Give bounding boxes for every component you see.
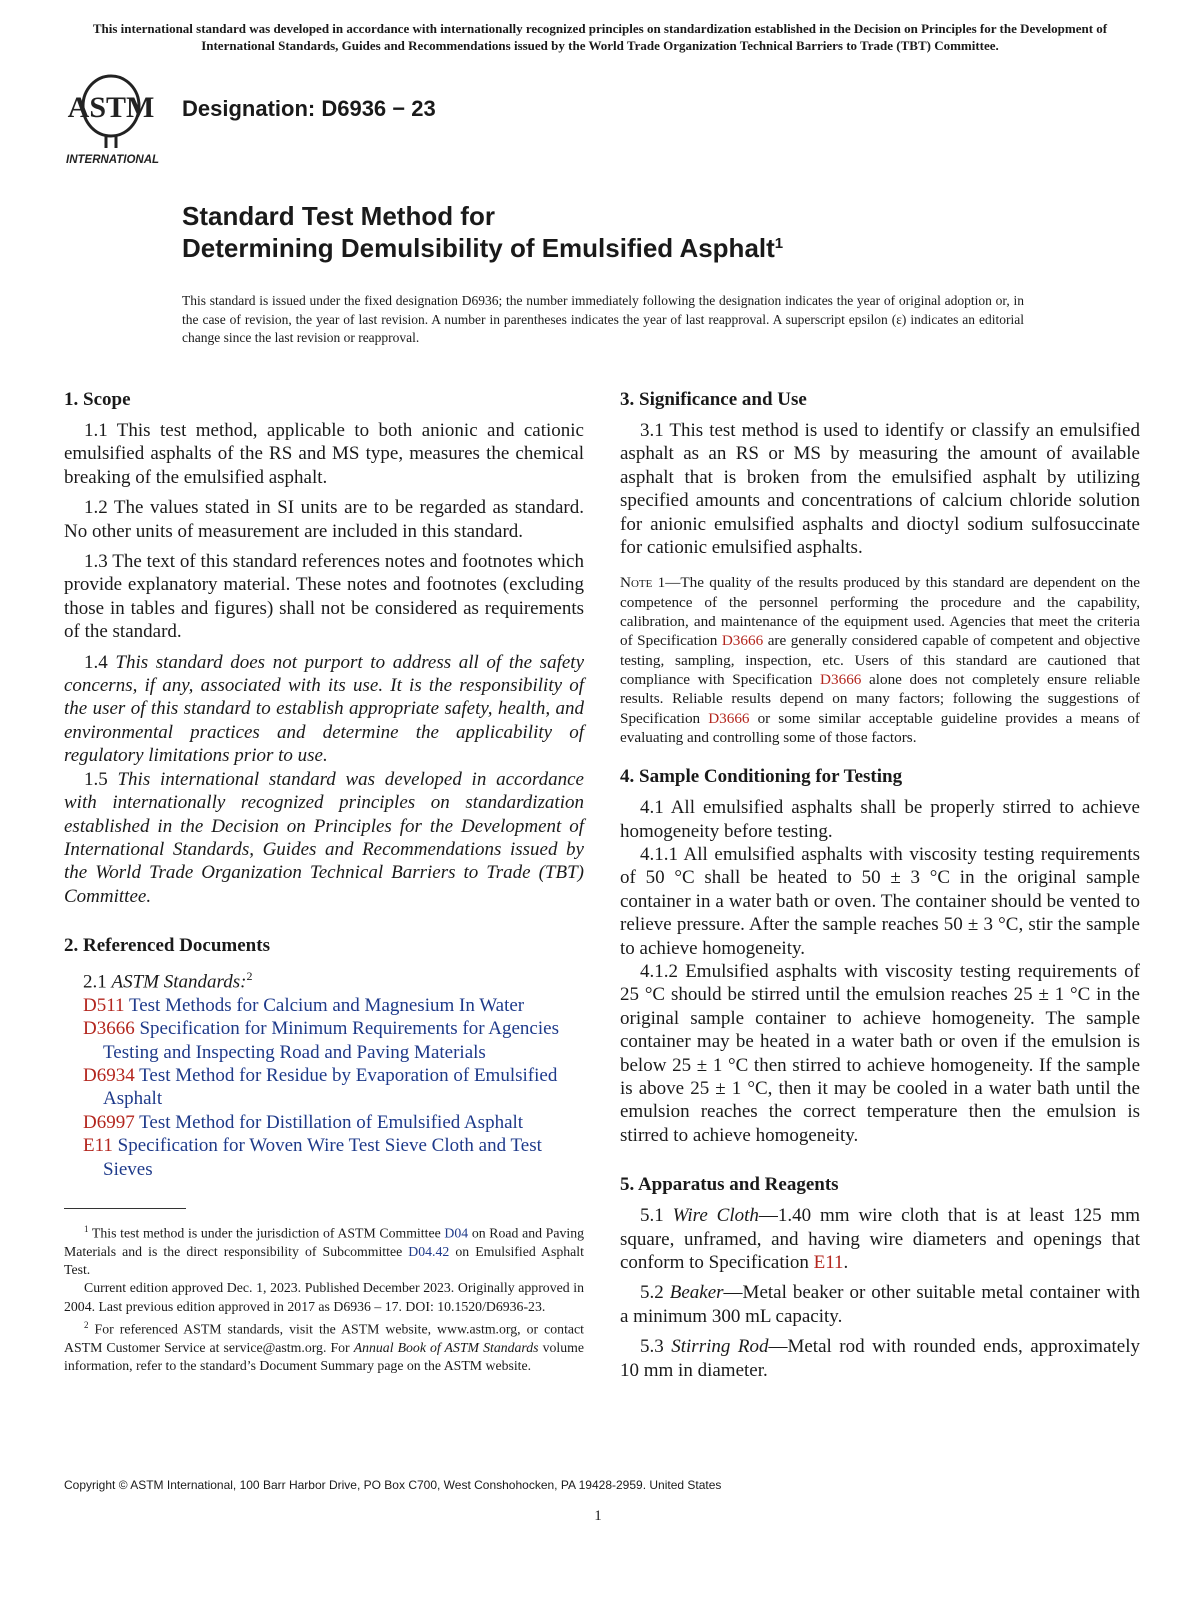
ref-title-link[interactable]: Test Methods for Calcium and Magnesium In Water: [128, 994, 525, 1016]
para-4-1: 4.1 All emulsified asphalts shall be properly stirred to achieve homogeneity before testing.: [620, 797, 1140, 842]
section-heading-conditioning: 4. Sample Conditioning for Testing: [620, 766, 903, 788]
wto-notice: This international standard was developed in accordance with internationally recognized principles on standardization established in the Decision on Principles for the Development of International Standards, Guides and Recommendations issued by the World Trade Organization Technical Barriers to Trade (TBT) Committee.: [92, 21, 1108, 53]
para-3-1: 3.1 This test method is used to identify or classify an emulsified asphalt as an RS or MS by measuring the amount of available asphalt that is broken from the emulsified asphalt by utilizing specified amounts and concentrations of calcium chloride solution for anionic emulsified asphalts and dioctyl sodium sulfosuccinate for cationic emulsified asphalts.: [620, 420, 1140, 559]
para-4-1-2: 4.1.2 Emulsified asphalts with viscosity testing requirements of 25 °C should be stirred until the emulsion reaches 25 ± 1 °C in the original sample container to achieve homogeneity. The sample container may be heated in a water bath or oven if the emulsion is below 25 ± 1 °C then stirred to achieve homogeneity. If the sample is above 25 ± 1 °C, then it may be cooled in a water bath until the emulsion reaches the correct temperature then the emulsion is stirred to achieve homogeneity.: [620, 960, 1140, 1146]
para-1-4: 1.4 This standard does not purport to address all of the safety concerns, if any, associated with its use. It is the responsibility of the user of this standard to establish appropriate safety, health, and environmental practices and determine the applicability of regulatory limitations prior to use.: [64, 651, 584, 767]
section-heading-apparatus: 5. Apparatus and Reagents: [620, 1174, 839, 1196]
para-4-1-1: 4.1.1 All emulsified asphalts with viscosity testing requirements of 50 °C shall be heated to 50 ± 3 °C in the original sample container in a water bath or oven. The container should be vented to relieve pressure. After the sample reaches 50 ± 3 °C, stir the sample to achieve homogeneity.: [620, 843, 1140, 959]
ref-title-link[interactable]: Test Method for Distillation of Emulsified Asphalt: [139, 1111, 524, 1133]
title-footnote-mark: 1: [774, 235, 784, 252]
designation: Designation: D6936 − 23: [182, 96, 436, 121]
ref-link-d3666[interactable]: D3666: [721, 632, 764, 650]
ref-title-link[interactable]: Test Method for Residue by Evaporation of Emulsified Asphalt: [103, 1065, 558, 1110]
subcommittee-link[interactable]: D04.42: [408, 1243, 450, 1259]
ref-code-link[interactable]: D3666: [83, 1018, 135, 1040]
footnote-1: $^1$ This test method is under the jurisdiction of ASTM Committee D04 on Road and Paving Materials and is the direct responsibility of Subcommittee D04.42 on Emulsified Asphalt Test.: [64, 1224, 584, 1278]
page-number: 1: [594, 1508, 602, 1524]
section-heading-scope: 1. Scope: [64, 389, 131, 410]
ref-item: [64, 1134, 584, 1181]
copyright-notice: Copyright © ASTM International, 100 Barr Harbor Drive, PO Box C700, West Conshohocken, PA 19428-2959. United States: [64, 1478, 722, 1492]
ref-title-link[interactable]: Specification for Woven Wire Test Sieve Cloth and Test Sieves: [103, 1135, 542, 1180]
issuance-statement: This standard is issued under the fixed designation D6936; the number immediately following the designation indicates the year of original adoption or, in the case of revision, the year of last revision. A number in parentheses indicates the year of last reapproval. A superscript epsilon (ε) indicates an editorial change since the last revision or reapproval.: [182, 293, 1024, 345]
ref-code-link[interactable]: D6934: [83, 1065, 135, 1087]
right-column: [620, 388, 1140, 1389]
footnotes: [64, 1220, 584, 1376]
para-5-2: 5.2 Beaker—Metal beaker or other suitable metal container with a minimum 300 mL capacity.: [620, 1282, 1140, 1327]
note-1: Note 1—The quality of the results produced by this standard are dependent on the competence of the personnel performing the procedure and the capability, calibration, and maintenance of the equipment used. Agencies that meet the criteria of Specification D3666 are generally considered capable of competent and objective testing, sampling, inspection, etc. Users of this standard are cautioned that compliance with Specification D3666 alone does not completely ensure reliable results. Reliable results depend on many factors; following the suggestions of Specification D3666 or some similar acceptable guideline provides a means of evaluating and controlling some of those factors.: [620, 574, 1141, 746]
footnote-1-edition: Current edition approved Dec. 1, 2023. Published December 2023. Originally approved in 2004. Last previous edition approved in 2017 as D6936 – 17. DOI: 10.1520/D6936-23.: [64, 1280, 584, 1314]
logo-text: ASTM: [67, 91, 155, 124]
ref-item: [64, 1111, 584, 1134]
ref-item: [64, 994, 584, 1017]
ref-code-link[interactable]: E11: [83, 1135, 113, 1157]
ref-code-link[interactable]: D6997: [83, 1111, 135, 1133]
ref-link-e11[interactable]: E11: [813, 1252, 844, 1274]
logo-subtext: INTERNATIONAL: [66, 154, 160, 166]
title-line-2: Determining Demulsibility of Emulsified Asphalt: [182, 233, 775, 263]
ref-item: [64, 1017, 584, 1064]
ref-title-link[interactable]: Specification for Minimum Requirements for Agencies Testing and Inspecting Road and Paving Materials: [103, 1018, 559, 1063]
ref-code-link[interactable]: D511: [83, 994, 125, 1016]
subsection-astm-standards: 2.1 ASTM Standards:$^2$: [83, 969, 253, 993]
section-heading-referenced: 2. Referenced Documents: [64, 935, 270, 957]
para-5-1: 5.1 Wire Cloth—1.40 mm wire cloth that is at least 125 mm square, unframed, and having wire diameters and openings that conform to Specification E11.: [620, 1205, 1141, 1274]
footnote-divider: [64, 1208, 186, 1209]
ref-link-d3666[interactable]: D3666: [820, 670, 862, 688]
committee-link[interactable]: D04: [444, 1225, 469, 1241]
astm-logo: [64, 72, 174, 167]
footnote-2: $^2$ For referenced ASTM standards, visit the ASTM website, www.astm.org, or contact ASTM Customer Service at service@astm.org. For Annual Book of ASTM Standards volume information, refer to the standard’s Document Summary page on the ASTM website.: [64, 1320, 584, 1374]
ref-item: [64, 1064, 584, 1111]
section-heading-significance: 3. Significance and Use: [620, 389, 807, 410]
ref-link-d3666[interactable]: D3666: [708, 709, 750, 727]
para-1-1: 1.1 This test method, applicable to both anionic and cationic emulsified asphalts of the RS and MS type, measures the chemical breaking of the emulsified asphalt.: [64, 420, 584, 488]
para-5-3: 5.3 Stirring Rod—Metal rod with rounded ends, approximately 10 mm in diameter.: [620, 1336, 1140, 1381]
para-1-2: 1.2 The values stated in SI units are to be regarded as standard. No other units of measurement are included in this standard.: [64, 497, 584, 542]
left-column: [64, 388, 584, 1181]
title-line-1: Standard Test Method for: [182, 201, 495, 231]
document-title: [182, 200, 783, 264]
para-1-5: 1.5 This international standard was developed in accordance with internationally recognized principles on standardization established in the Decision on Principles for the Development of International Standards, Guides and Recommendations issued by the World Trade Organization Technical Barriers to Trade (TBT) Committee.: [64, 768, 584, 907]
para-1-3: 1.3 The text of this standard references notes and footnotes which provide explanatory material. These notes and footnotes (excluding those in tables and figures) shall not be considered as requirements of the standard.: [64, 551, 584, 643]
